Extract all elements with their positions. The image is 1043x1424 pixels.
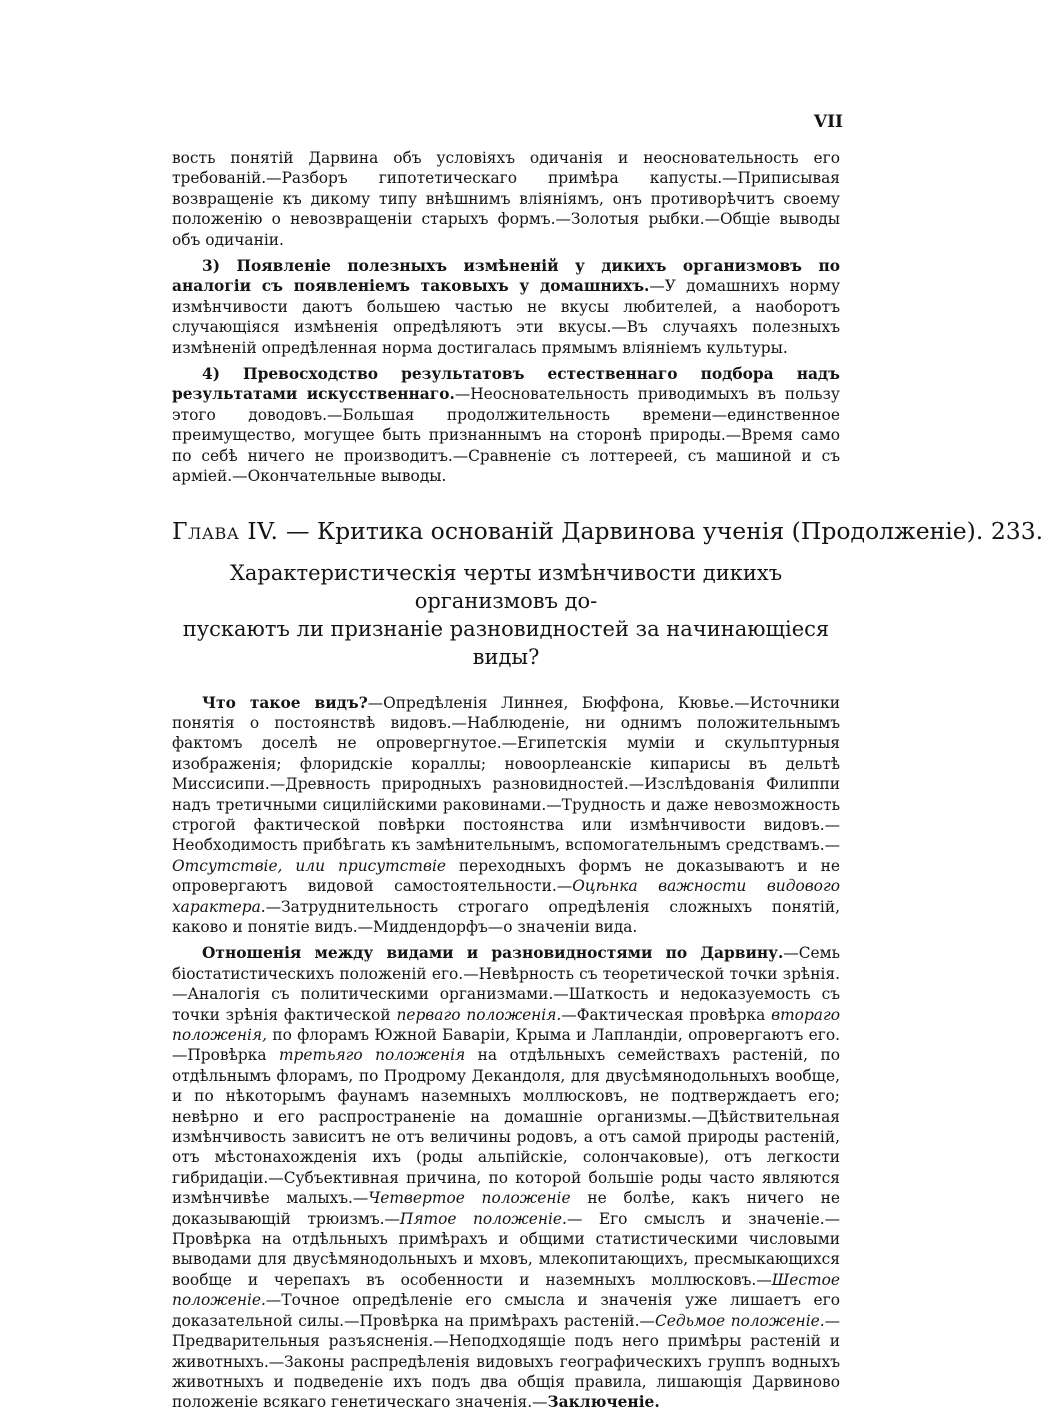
chapter-heading bbox=[172, 515, 1043, 547]
species-italic-1: Отсутствіе, или присутствіе bbox=[172, 856, 446, 875]
section-4-text: —Неосновательность приводимыхъ въ пользу этого доводовъ.—Большая продолжительность времени—единственное преимущество, могущее быть признаннымъ на сторонѣ природы.—Время само по себѣ ничего не производитъ.—Сравненіе съ лоттереей, съ машиной и съ арміей.—Окончательные выводы. bbox=[172, 385, 840, 486]
table-of-contents bbox=[172, 148, 1043, 1413]
species-text-2: переходныхъ формъ не доказываютъ и не опровергаютъ видовой самостоятельности.— bbox=[172, 856, 840, 896]
species-text-1: —Опредѣленія Линнея, Бюффона, Кювье.—Источники понятія о постоянствѣ видовъ.—Наблюденіе, ни однимъ положительнымъ фактомъ доселѣ не опровергнутое.—Египетскія муміи и скульптурныя изображенія; флоридскіе кораллы; новоорлеанскіе кипарисы въ дельтѣ Миссисипи.—Древность природныхъ разновидностей.—Изслѣдованія Филиппи надъ третичными сицилійскими раковинами.—Трудность и даже невозможность строгой фактической повѣрки постоянства или измѣнчивости видовъ.—Необходимость прибѣгать къ замѣнительнымъ, вспомогательнымъ средствамъ.— bbox=[172, 693, 840, 855]
section-3-text: —У домашнихъ норму измѣнчивости даютъ большею частью не вкусы любителей, а наоборотъ случающіяся измѣненія опредѣляютъ эти вкусы.—Въ случаяхъ полезныхъ измѣненій опредѣленная норма достигалась прямымъ вліяніемъ культуры. bbox=[172, 277, 840, 357]
relations-label: Отношенія между видами и разновидностями по Дарвину. bbox=[202, 944, 784, 963]
species-text-3: —Затруднительность строгаго опредѣленія сложныхъ понятій, каково и понятіе видъ.—Миддендорфъ—о значеніи вида. bbox=[172, 897, 840, 936]
relations-italic-5: Пятое положеніе. bbox=[399, 1209, 567, 1228]
chapter-subtitle bbox=[172, 559, 840, 671]
relations-italic-7: Седьмое положеніе. bbox=[654, 1311, 825, 1330]
chapter-page: 233. bbox=[990, 516, 1043, 545]
species-paragraph bbox=[172, 693, 840, 938]
relations-italic-6: Шестое положеніе. bbox=[172, 1270, 840, 1310]
relations-italic-1: перваго положенія. bbox=[396, 1005, 562, 1024]
intro-paragraph bbox=[172, 148, 840, 250]
relations-text-6: — Его смыслъ и значеніе.—Провѣрка на отдѣльныхъ примѣрахъ и общими статистическими числовыми выводами для двусѣмянодольныхъ и мховъ, млекопитающихъ, пресмыкающихся вообще и черепахъ въ особенности и наземныхъ моллюсковъ.— bbox=[172, 1209, 840, 1289]
relations-text-1: —Семь біостатистическихъ положеній его.—Невѣрность съ теоретической точки зрѣнія.—Аналогія съ политическими организмами.—Шаткость и недоказуемость съ точки зрѣнія фактической bbox=[172, 944, 840, 1024]
page-number: VII bbox=[813, 112, 843, 132]
relations-italic-3: третьяго положенія bbox=[278, 1046, 466, 1065]
relations-paragraph bbox=[172, 943, 840, 1412]
relations-text-8: —Предварительныя разъясненія.—Неподходящіе подъ него примѣры растеній и животныхъ.—Законы распредѣленія видовыхъ географическихъ группъ водныхъ животныхъ и подведеніе ихъ подъ два общія правила, лишающія Дарвиново положеніе всякаго генетическаго значенія.— bbox=[172, 1311, 841, 1412]
species-italic-2: Оцѣнка важности видового характера. bbox=[172, 877, 840, 916]
section-3-label: 3) Появленіе полезныхъ измѣненій у дикихъ организмовъ по аналогіи съ появленіемъ таковыхъ у домашнихъ. bbox=[172, 257, 840, 296]
relations-text-3: по флорамъ Южной Баваріи, Крыма и Лапландіи, опровергаютъ его.—Провѣрка bbox=[172, 1026, 840, 1065]
relations-text-2: —Фактическая провѣрка bbox=[561, 1005, 772, 1024]
chapter-prefix: Глава IV. bbox=[172, 516, 279, 545]
section-4-paragraph bbox=[172, 364, 840, 486]
section-4-label: 4) Превосходство результатовъ естественнаго подбора надъ результатами искусственнаго. bbox=[172, 365, 840, 404]
relations-conclusion: Заключеніе. bbox=[547, 1393, 660, 1412]
intro-text: вость понятій Дарвина объ условіяхъ одичанія и неосновательность его требованій.—Разборъ гипотетическаго примѣра капусты.—Приписывая возвращеніе къ дикому типу внѣшнимъ вліяніямъ, онъ противорѣчитъ своему положенію о невозвращеніи старыхъ формъ.—Золотыя рыбки.—Общіе выводы объ одичаніи. bbox=[172, 149, 840, 249]
relations-italic-2: втораго положенія, bbox=[172, 1005, 841, 1044]
chapter-subtitle-line-1: Характеристическія черты измѣнчивости дикихъ организмовъ до- bbox=[229, 560, 783, 613]
chapter-subtitle-line-2: пускаютъ ли признаніе разновидностей за начинающіеся виды? bbox=[182, 616, 830, 669]
species-label: Что такое видъ? bbox=[202, 693, 368, 712]
relations-text-5: не болѣе, какъ ничего не доказывающій трюизмъ.— bbox=[172, 1189, 840, 1228]
chapter-title: — Критика основаній Дарвинова ученія (Продолженіе). bbox=[285, 516, 984, 545]
section-3-paragraph bbox=[172, 256, 840, 358]
relations-text-4: на отдѣльныхъ семействахъ растеній, по отдѣльнымъ флорамъ, по Продрому Декандоля, для двусѣмянодольныхъ вообще, и по нѣкоторымъ фаунамъ наземныхъ моллюсковъ, не подтверждаетъ его; невѣрно и его распространеніе на домашніе организмы.—Дѣйствительная измѣнчивость зависитъ не отъ величины родовъ, а отъ самой природы растеній, отъ мѣстонахожденія ихъ (роды альпійскіе, солончаковые), отъ легкости гибридаціи.—Субъективная причина, по которой большіе роды часто являются измѣнчивѣе малыхъ.— bbox=[172, 1046, 840, 1208]
relations-text-7: —Точное опредѣленіе его смысла и значенія уже лишаетъ его доказательной силы.—Провѣрка на примѣрахъ растеній.— bbox=[172, 1291, 840, 1330]
relations-italic-4: Четвертое положеніе bbox=[368, 1189, 571, 1208]
